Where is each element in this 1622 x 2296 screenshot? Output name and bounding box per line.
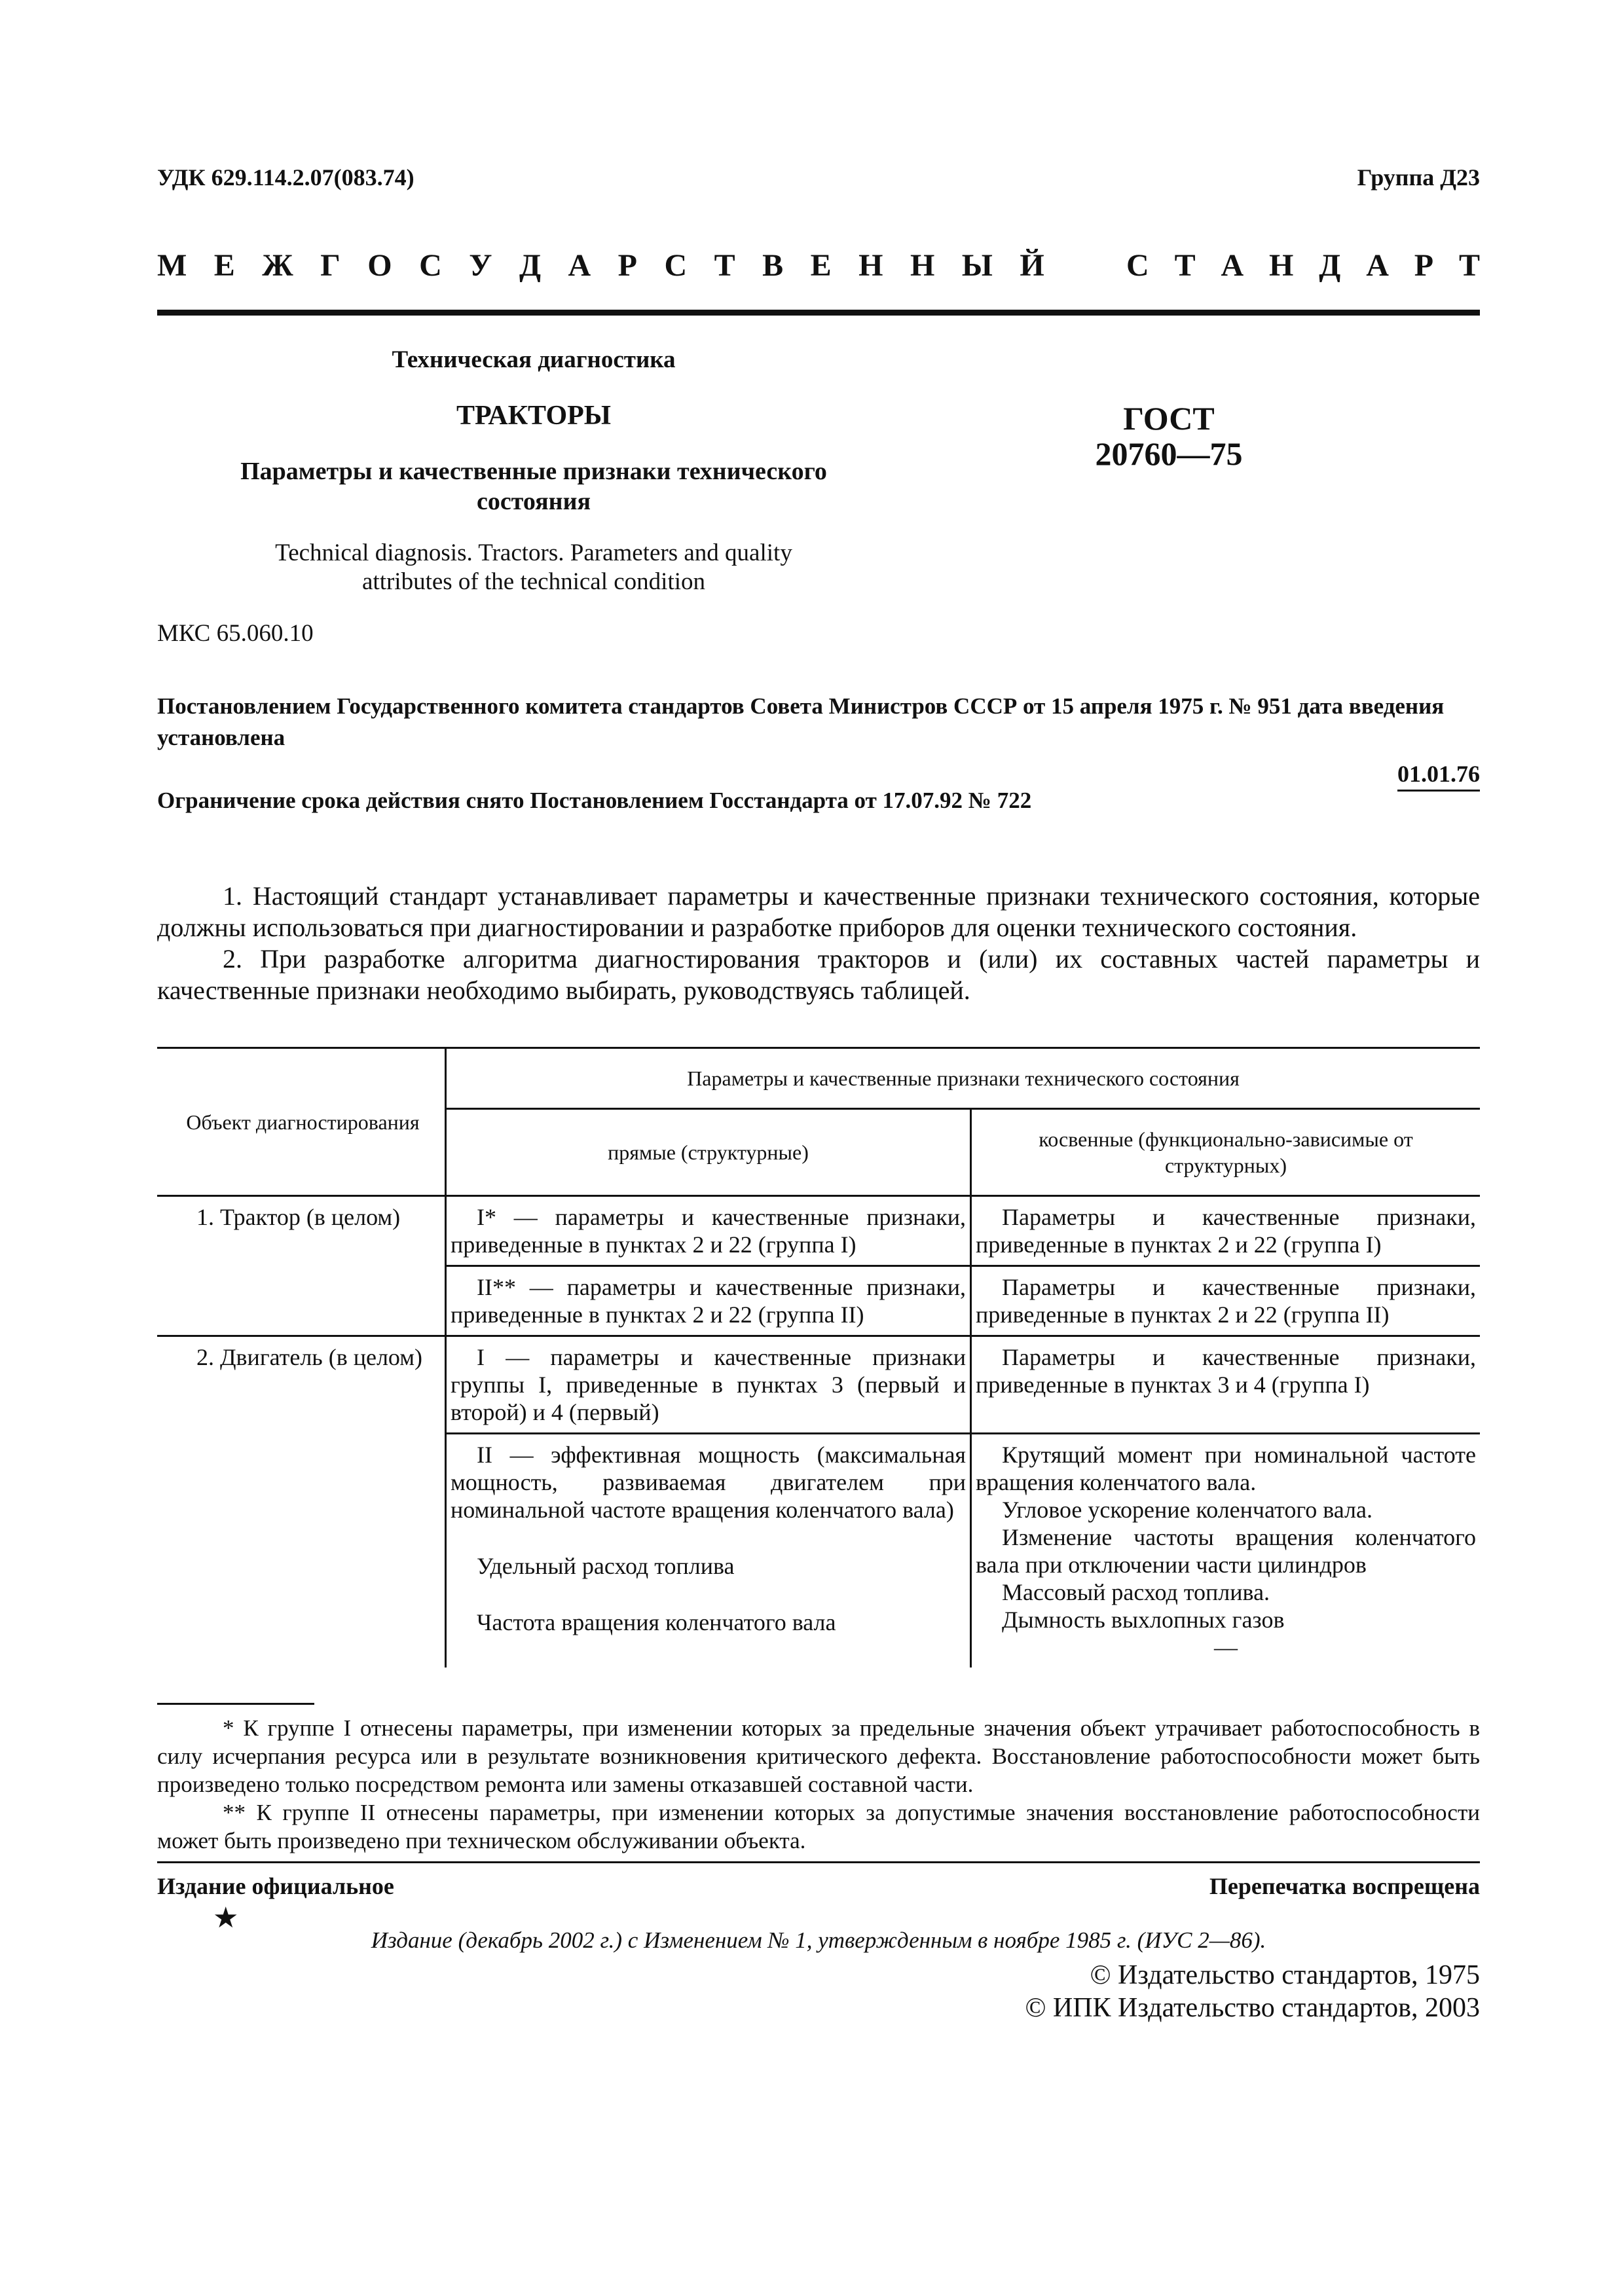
row2b-indirect-1: Крутящий момент при номинальной частоте вращения коленчатого вала. — [976, 1442, 1476, 1495]
banner-letter: Т — [1458, 248, 1480, 283]
header-indirect: косвенные (функционально-зависимые от структурных) — [971, 1109, 1481, 1196]
main-title: ТРАКТОРЫ — [456, 401, 612, 431]
official-edition: Издание официальное — [157, 1873, 394, 1899]
gost-number: 20760—75 — [1095, 435, 1243, 472]
row2-object — [157, 1336, 446, 1668]
row2-object-text: 2. Двигатель (в целом) — [196, 1344, 423, 1370]
udk-code: УДК 629.114.2.07(083.74) — [157, 164, 415, 191]
row2b-indirect-3: Изменение частоты вращения коленчатого вала при отключении части цилиндров — [976, 1524, 1476, 1578]
banner-letter: Н — [858, 248, 883, 283]
header-object: Объект диагностирования — [157, 1048, 446, 1196]
banner-letter: Г — [320, 248, 341, 283]
copyright-2: © ИПК Издательство стандартов, 2003 — [1025, 1993, 1480, 2023]
english-title — [157, 539, 910, 596]
banner-letter: Д — [1319, 248, 1341, 283]
interstate-standard-banner — [157, 247, 1480, 283]
banner-letter: Ж — [262, 248, 293, 283]
title-left — [157, 316, 910, 596]
header-params: Параметры и качественные признаки технического состояния — [446, 1048, 1481, 1109]
mks-code: МКС 65.060.10 — [157, 620, 314, 647]
footnote-1: * К группе I отнесены параметры, при изменении которых за предельные значения объект утрачивает работоспособность в силу исчерпания ресурса или в результате возникновения критического дефекта. Восстановление работоспособности может быть произведено только посредством ремонта или замены отказавшей составной части. — [157, 1715, 1480, 1797]
limit-text: Ограничение срока действия снято Постановлением Госстандарта от 17.07.92 № 722 — [157, 788, 1032, 813]
banner-letter: А — [1366, 248, 1389, 283]
banner-letter: Т — [1174, 248, 1196, 283]
row1b-direct-cell — [446, 1266, 971, 1336]
banner-letter: Т — [714, 248, 735, 283]
banner-letter: С — [1126, 248, 1149, 283]
gost-designation — [1038, 401, 1300, 471]
row2b-direct-2: Удельный расход топлива — [477, 1553, 735, 1579]
intro-date-wrap — [157, 760, 1480, 788]
row2b-indirect-4: Массовый расход топлива. — [1002, 1579, 1270, 1605]
copyright-block — [157, 1959, 1480, 2024]
header-direct: прямые (структурные) — [446, 1109, 971, 1196]
row1b-indirect-cell — [971, 1266, 1481, 1336]
banner-letter: Н — [1269, 248, 1294, 283]
banner-letter: М — [157, 248, 187, 283]
header-row — [157, 164, 1480, 191]
banner-letter: А — [1221, 248, 1244, 283]
group-code: Группа Д23 — [1357, 164, 1480, 191]
row1a-direct-cell — [446, 1196, 971, 1266]
star-icon: ★ — [213, 1902, 239, 1934]
table-row — [157, 1196, 1480, 1266]
footnote-rule — [157, 1703, 314, 1705]
row2b-direct-1: II — эффективная мощность (максимальная мощность, развиваемая двигателем при номинальной частоте вращения коленчатого вала) — [451, 1442, 966, 1523]
row1a-direct: I* — параметры и качественные признаки, приведенные в пунктах 2 и 22 (группа I) — [451, 1204, 966, 1258]
row1a-indirect-cell — [971, 1196, 1481, 1266]
banner-word-standard — [1126, 247, 1480, 283]
row2a-indirect-cell — [971, 1336, 1481, 1434]
paragraph-2: 2. При разработке алгоритма диагностирования тракторов и (или) их составных частей параметры и качественные признаки необходимо выбирать, руководствуясь таблицей. — [157, 944, 1480, 1005]
banner-letter: Н — [910, 248, 935, 283]
row2b-indirect-5: Дымность выхлопных газов — [1002, 1607, 1285, 1633]
footer-row — [157, 1872, 1480, 1900]
row2b-direct-3: Частота вращения коленчатого вала — [477, 1609, 836, 1635]
banner-letter: О — [367, 248, 392, 283]
row1a-indirect: Параметры и качественные признаки, приведенные в пунктах 2 и 22 (группа I) — [976, 1204, 1476, 1258]
subject-title: Техническая диагностика — [392, 346, 676, 373]
paragraph-1: 1. Настоящий стандарт устанавливает параметры и качественные признаки технического состояния, которые должны использоваться при диагностировании и разработке приборов для оценки технического состояния. — [157, 881, 1480, 942]
footnotes — [157, 1714, 1480, 1855]
document-page — [157, 164, 1480, 2024]
banner-letter: А — [568, 248, 591, 283]
body-text — [157, 881, 1480, 1006]
banner-letter: С — [419, 248, 442, 283]
row1-object — [157, 1196, 446, 1336]
banner-letter: Е — [213, 248, 235, 283]
footnote-2: ** К группе II отнесены параметры, при изменении которых за допустимые значения восстановление работоспособности может быть произведено при техническом обслуживании объекта. — [157, 1800, 1480, 1853]
english-title-line2: attributes of the technical condition — [362, 568, 705, 595]
row2b-indirect-cell — [971, 1434, 1481, 1668]
footer-rule — [157, 1861, 1480, 1863]
banner-letter: С — [664, 248, 688, 283]
banner-letter: Е — [810, 248, 832, 283]
diagnostics-table — [157, 1047, 1480, 1667]
gost-label: ГОСТ — [1123, 400, 1215, 437]
banner-letter: В — [762, 248, 784, 283]
row2a-direct: I — параметры и качественные признаки группы I, приведенные в пунктах 3 (первый и второй) и 4 (первый) — [451, 1344, 966, 1425]
banner-letter: Д — [519, 248, 542, 283]
params-title — [157, 456, 910, 517]
banner-word-interstate — [157, 247, 1044, 283]
english-title-line1: Technical diagnosis. Tractors. Parameters and quality — [275, 539, 792, 566]
intro-date: 01.01.76 — [1397, 761, 1480, 792]
row2a-indirect: Параметры и качественные признаки, приведенные в пунктах 3 и 4 (группа I) — [976, 1344, 1476, 1398]
banner-letter: Ы — [961, 248, 993, 283]
decree-text: Постановлением Государственного комитета стандартов Совета Министров СССР от 15 апреля 1975 г. № 951 дата введения установлена — [157, 693, 1445, 750]
row1-object-text: 1. Трактор (в целом) — [196, 1204, 401, 1230]
banner-letter: Й — [1020, 248, 1044, 283]
table-row — [157, 1336, 1480, 1434]
banner-letter: Р — [1414, 248, 1434, 283]
header-rule — [157, 310, 1480, 316]
params-title-line1: Параметры и качественные признаки технического — [240, 458, 827, 485]
params-title-line2: состояния — [476, 488, 591, 515]
row1b-direct: II** — параметры и качественные признаки, приведенные в пунктах 2 и 22 (группа II) — [451, 1274, 966, 1328]
title-block — [157, 316, 1480, 623]
edition-note: Издание (декабрь 2002 г.) с Изменением № 1, утвержденным в ноябре 1985 г. (ИУС 2—86). — [371, 1927, 1266, 1953]
row2b-indirect-2: Угловое ускорение коленчатого вала. — [1002, 1497, 1373, 1523]
row2b-indirect-6: — — [1214, 1634, 1238, 1660]
banner-letter: Р — [617, 248, 637, 283]
row2a-direct-cell — [446, 1336, 971, 1434]
row2b-direct-cell — [446, 1434, 971, 1668]
copyright-1: © Издательство стандартов, 1975 — [1090, 1960, 1480, 1990]
no-reprint: Перепечатка воспрещена — [1209, 1873, 1480, 1899]
row1b-indirect: Параметры и качественные признаки, приведенные в пунктах 2 и 22 (группа II) — [976, 1274, 1476, 1328]
banner-letter: У — [469, 248, 492, 283]
